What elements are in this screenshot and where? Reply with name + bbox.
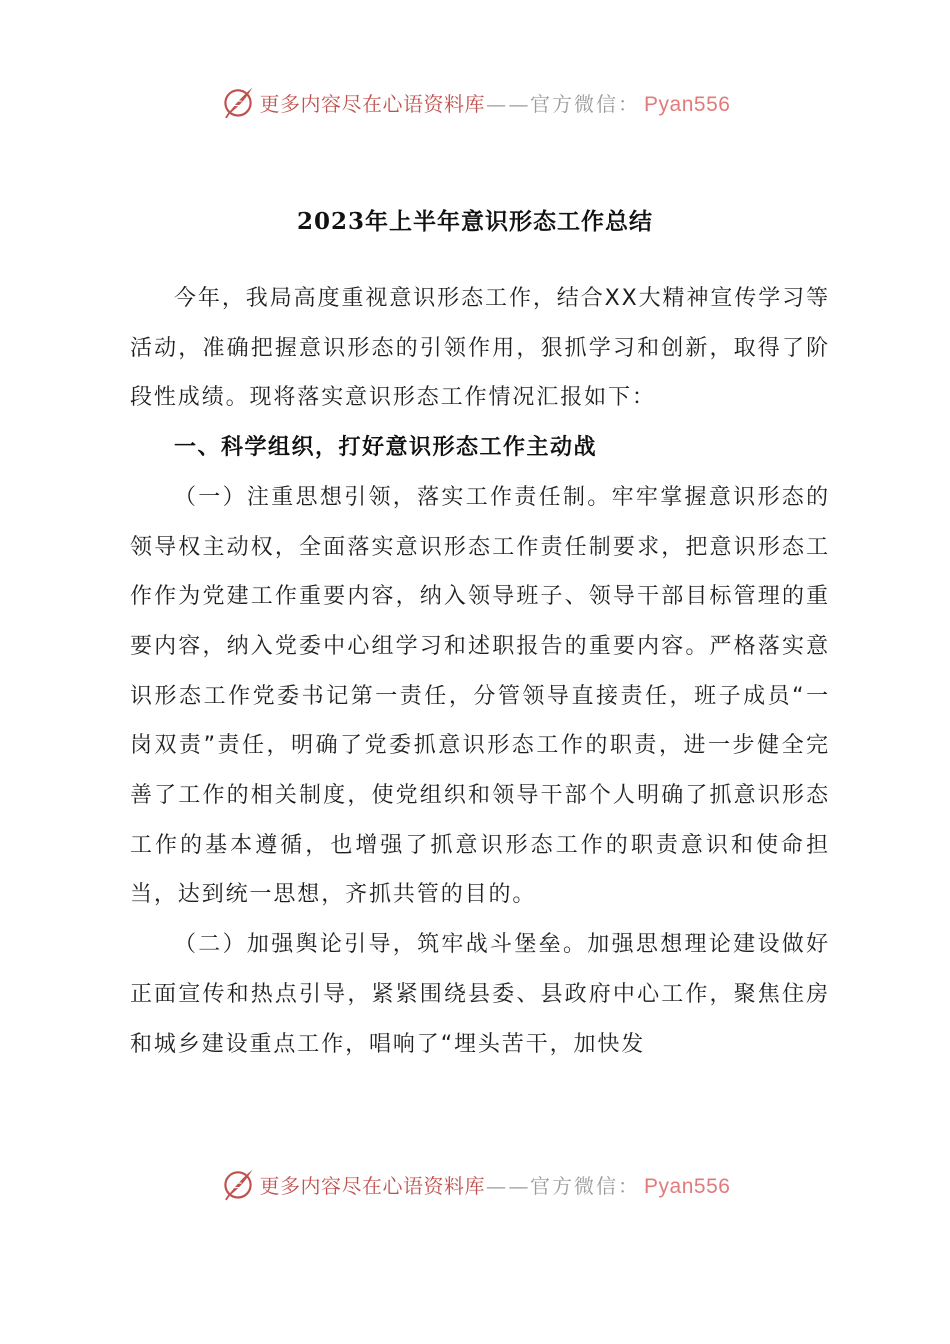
banner-dash-2: —: [508, 1173, 530, 1198]
banner-wechat-label: 官方微信：: [530, 1173, 641, 1198]
document-title: 2023年上半年意识形态工作总结: [296, 208, 653, 235]
intro-paragraph: 今年，我局高度重视意识形态工作，结合XX大精神宣传学习等活动，准确把握意识形态的引领作用，狠抓学习和创新，取得了阶段性成绩。现将落实意识形态工作情况汇报如下：: [130, 286, 830, 411]
section-heading-1: 一、科学组织，打好意识形态工作主动战: [174, 435, 598, 461]
banner-dash: —: [486, 91, 507, 116]
section1-paragraph-1: （一）注重思想引领，落实工作责任制。牢牢掌握意识形态的领导权主动权，全面落实意识形态工作责任制要求，把意识形态工作作为党建工作重要内容，纳入领导班子、领导干部目标管理的重要内容，纳入党委中心组学习和述职报告的重要内容。严格落实意识形态工作党委书记第一责任，分管领导直接责任，班子成员“一岗双责”责任，明确了党委抓意识形态工作的职责，进一步健全完善了工作的相关制度，使党组织和领导干部个人明确了抓意识形态工作的基本遵循，也增强了抓意识形态工作的职责意识和使命担当，达到统一思想，齐抓共管的目的。: [130, 484, 830, 908]
header-banner: [0, 80, 950, 124]
quill-logo-icon: [220, 1166, 256, 1202]
banner-brand: 更多内容尽在心语资料库: [259, 1173, 486, 1198]
banner-dash-2: —: [508, 91, 530, 116]
banner-wechat-label: 官方微信：: [530, 91, 641, 116]
banner-text: [260, 88, 731, 117]
document-body: [130, 274, 830, 1069]
banner-dash: —: [486, 1173, 507, 1198]
quill-logo-icon: [220, 84, 256, 120]
banner-brand: 更多内容尽在心语资料库: [259, 91, 486, 116]
footer-banner: [0, 1162, 950, 1206]
section1-paragraph-2: （二）加强舆论引导，筑牢战斗堡垒。加强思想理论建设做好正面宣传和热点引导，紧紧围绕县委、县政府中心工作，聚焦住房和城乡建设重点工作，唱响了“埋头苦干，加快发: [130, 932, 830, 1057]
banner-wechat-id: Pyan556: [644, 1174, 731, 1198]
banner-text: [260, 1170, 731, 1199]
banner-wechat-id: Pyan556: [644, 92, 731, 116]
